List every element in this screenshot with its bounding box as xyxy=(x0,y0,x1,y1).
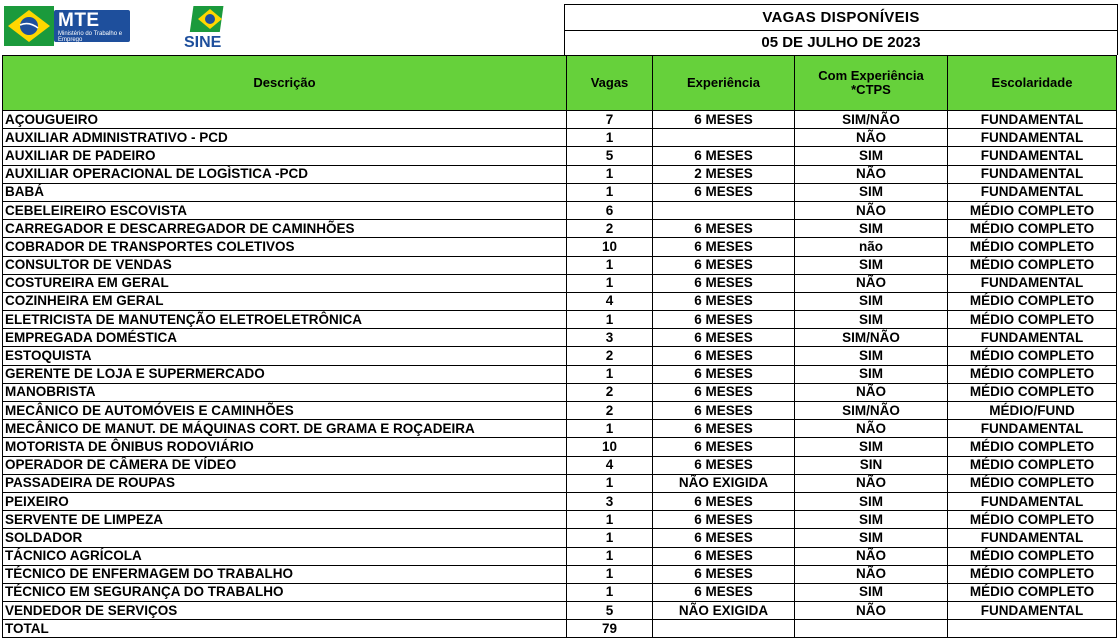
cell-experiencia: 6 MESES xyxy=(653,274,795,292)
cell-descricao: MECÂNICO DE AUTOMÓVEIS E CAMINHÕES xyxy=(3,402,567,420)
cell-vagas: 1 xyxy=(567,583,653,601)
cell-ctps: SIM xyxy=(795,220,948,238)
cell-ctps: SIM/NÃO xyxy=(795,402,948,420)
cell-vagas: 10 xyxy=(567,438,653,456)
col-ctps-line1: Com Experiência xyxy=(818,68,924,83)
table-row xyxy=(3,165,1117,183)
cell-experiencia: 6 MESES xyxy=(653,292,795,310)
cell-escolaridade: MÉDIO COMPLETO xyxy=(948,220,1117,238)
cell-vagas: 1 xyxy=(567,311,653,329)
cell-descricao: TÉCNICO EM SEGURANÇA DO TRABALHO xyxy=(3,583,567,601)
cell-escolaridade: MÉDIO COMPLETO xyxy=(948,238,1117,256)
cell-ctps: SIM xyxy=(795,529,948,547)
total-row xyxy=(3,620,1117,638)
table-row xyxy=(3,511,1117,529)
sine-logo-name: SINE xyxy=(184,34,222,51)
vagas-table xyxy=(2,55,1117,638)
cell-vagas: 1 xyxy=(567,129,653,147)
cell-escolaridade: MÉDIO COMPLETO xyxy=(948,383,1117,401)
table-row xyxy=(3,238,1117,256)
cell-experiencia: 6 MESES xyxy=(653,492,795,510)
cell-experiencia: 6 MESES xyxy=(653,147,795,165)
page-date: 05 DE JULHO DE 2023 xyxy=(761,34,921,51)
brazil-flag-icon xyxy=(4,4,56,48)
table-row xyxy=(3,438,1117,456)
table-row xyxy=(3,402,1117,420)
cell-descricao: TÁCNICO AGRÍCOLA xyxy=(3,547,567,565)
table-row xyxy=(3,311,1117,329)
cell-ctps: SIM xyxy=(795,347,948,365)
cell-vagas: 10 xyxy=(567,238,653,256)
cell-vagas: 1 xyxy=(567,365,653,383)
cell-experiencia: 6 MESES xyxy=(653,511,795,529)
table-row xyxy=(3,547,1117,565)
cell-experiencia: 6 MESES xyxy=(653,365,795,383)
cell-ctps: NÃO xyxy=(795,165,948,183)
cell-vagas: 3 xyxy=(567,492,653,510)
cell-descricao: ELETRICISTA DE MANUTENÇÃO ELETROELETRÔNICA xyxy=(3,311,567,329)
cell-vagas: 1 xyxy=(567,420,653,438)
cell-vagas: 1 xyxy=(567,511,653,529)
cell-experiencia: 6 MESES xyxy=(653,183,795,201)
cell-ctps: NÃO xyxy=(795,474,948,492)
cell-descricao: AÇOUGUEIRO xyxy=(3,111,567,129)
cell-descricao: COSTUREIRA EM GERAL xyxy=(3,274,567,292)
cell-escolaridade: MÉDIO COMPLETO xyxy=(948,438,1117,456)
cell-escolaridade: FUNDAMENTAL xyxy=(948,420,1117,438)
cell-escolaridade: MÉDIO COMPLETO xyxy=(948,256,1117,274)
cell-experiencia: 6 MESES xyxy=(653,456,795,474)
cell-vagas: 1 xyxy=(567,165,653,183)
table-row xyxy=(3,347,1117,365)
cell-ctps: NÃO xyxy=(795,565,948,583)
table-row xyxy=(3,492,1117,510)
cell-descricao: AUXILIAR ADMINISTRATIVO - PCD xyxy=(3,129,567,147)
mte-logo-name: MTE xyxy=(58,10,100,31)
cell-escolaridade: MÉDIO/FUND xyxy=(948,402,1117,420)
table-row xyxy=(3,111,1117,129)
table-row xyxy=(3,583,1117,601)
cell-experiencia: 6 MESES xyxy=(653,347,795,365)
total-vagas: 79 xyxy=(567,620,653,638)
cell-experiencia: 6 MESES xyxy=(653,420,795,438)
total-empty-exp xyxy=(653,620,795,638)
cell-escolaridade: FUNDAMENTAL xyxy=(948,111,1117,129)
cell-experiencia: 6 MESES xyxy=(653,383,795,401)
cell-descricao: SERVENTE DE LIMPEZA xyxy=(3,511,567,529)
cell-vagas: 5 xyxy=(567,602,653,620)
cell-ctps: não xyxy=(795,238,948,256)
cell-ctps: NÃO xyxy=(795,201,948,219)
cell-descricao: COZINHEIRA EM GERAL xyxy=(3,292,567,310)
mte-logo-subtitle: Ministério do Trabalho e Emprego xyxy=(58,31,123,43)
cell-escolaridade: MÉDIO COMPLETO xyxy=(948,311,1117,329)
cell-vagas: 4 xyxy=(567,292,653,310)
cell-escolaridade: FUNDAMENTAL xyxy=(948,492,1117,510)
table-row xyxy=(3,183,1117,201)
cell-escolaridade: FUNDAMENTAL xyxy=(948,602,1117,620)
cell-experiencia: 6 MESES xyxy=(653,529,795,547)
cell-experiencia: 6 MESES xyxy=(653,438,795,456)
cell-descricao: MECÂNICO DE MANUT. DE MÁQUINAS CORT. DE GRAMA E ROÇADEIRA xyxy=(3,420,567,438)
cell-descricao: CARREGADOR E DESCARREGADOR DE CAMINHÕES xyxy=(3,220,567,238)
cell-experiencia: NÃO EXIGIDA xyxy=(653,602,795,620)
cell-experiencia: 2 MESES xyxy=(653,165,795,183)
col-escolaridade: Escolaridade xyxy=(948,56,1117,111)
col-vagas: Vagas xyxy=(567,56,653,111)
cell-escolaridade: MÉDIO COMPLETO xyxy=(948,583,1117,601)
cell-descricao: SOLDADOR xyxy=(3,529,567,547)
cell-ctps: NÃO xyxy=(795,129,948,147)
cell-descricao: COBRADOR DE TRANSPORTES COLETIVOS xyxy=(3,238,567,256)
cell-experiencia: 6 MESES xyxy=(653,220,795,238)
mte-logo xyxy=(4,4,130,48)
cell-escolaridade: FUNDAMENTAL xyxy=(948,129,1117,147)
page-header xyxy=(0,0,1120,56)
cell-vagas: 1 xyxy=(567,274,653,292)
cell-experiencia: 6 MESES xyxy=(653,238,795,256)
cell-vagas: 2 xyxy=(567,383,653,401)
cell-ctps: SIM/NÃO xyxy=(795,111,948,129)
table-row xyxy=(3,220,1117,238)
cell-escolaridade: MÉDIO COMPLETO xyxy=(948,474,1117,492)
table-row xyxy=(3,602,1117,620)
cell-experiencia: 6 MESES xyxy=(653,111,795,129)
cell-vagas: 3 xyxy=(567,329,653,347)
table-row xyxy=(3,565,1117,583)
cell-descricao: MANOBRISTA xyxy=(3,383,567,401)
col-experiencia: Experiência xyxy=(653,56,795,111)
table-row xyxy=(3,274,1117,292)
table-row xyxy=(3,529,1117,547)
total-empty-esc xyxy=(948,620,1117,638)
cell-descricao: GERENTE DE LOJA E SUPERMERCADO xyxy=(3,365,567,383)
cell-ctps: SIM xyxy=(795,438,948,456)
cell-escolaridade: FUNDAMENTAL xyxy=(948,529,1117,547)
cell-descricao: AUXILIAR OPERACIONAL DE LOGÌSTICA -PCD xyxy=(3,165,567,183)
table-row xyxy=(3,201,1117,219)
cell-experiencia: 6 MESES xyxy=(653,329,795,347)
cell-experiencia xyxy=(653,129,795,147)
cell-ctps: NÃO xyxy=(795,420,948,438)
cell-escolaridade: FUNDAMENTAL xyxy=(948,147,1117,165)
title-box xyxy=(564,4,1118,55)
table-row xyxy=(3,383,1117,401)
table-row xyxy=(3,420,1117,438)
cell-escolaridade: MÉDIO COMPLETO xyxy=(948,511,1117,529)
cell-escolaridade: FUNDAMENTAL xyxy=(948,165,1117,183)
table-row xyxy=(3,292,1117,310)
cell-descricao: CONSULTOR DE VENDAS xyxy=(3,256,567,274)
cell-ctps: SIM xyxy=(795,365,948,383)
table-row xyxy=(3,329,1117,347)
page-title: VAGAS DISPONÍVEIS xyxy=(565,5,1117,31)
table-header-row xyxy=(3,56,1117,111)
cell-experiencia: 6 MESES xyxy=(653,311,795,329)
cell-ctps: SIM xyxy=(795,492,948,510)
total-empty-ctps xyxy=(795,620,948,638)
cell-ctps: SIM/NÃO xyxy=(795,329,948,347)
cell-ctps: SIN xyxy=(795,456,948,474)
cell-escolaridade: FUNDAMENTAL xyxy=(948,329,1117,347)
cell-ctps: NÃO xyxy=(795,274,948,292)
cell-vagas: 2 xyxy=(567,220,653,238)
col-descricao: Descrição xyxy=(3,56,567,111)
cell-vagas: 1 xyxy=(567,547,653,565)
cell-vagas: 1 xyxy=(567,183,653,201)
table-body xyxy=(3,111,1117,620)
cell-vagas: 7 xyxy=(567,111,653,129)
cell-descricao: CEBELEIREIRO ESCOVISTA xyxy=(3,201,567,219)
cell-descricao: ESTOQUISTA xyxy=(3,347,567,365)
cell-vagas: 1 xyxy=(567,565,653,583)
cell-ctps: SIM xyxy=(795,311,948,329)
cell-experiencia: NÃO EXIGIDA xyxy=(653,474,795,492)
cell-experiencia: 6 MESES xyxy=(653,256,795,274)
cell-descricao: BABÁ xyxy=(3,183,567,201)
table-row xyxy=(3,365,1117,383)
cell-ctps: NÃO xyxy=(795,383,948,401)
logos-area xyxy=(0,0,564,56)
cell-experiencia: 6 MESES xyxy=(653,402,795,420)
cell-vagas: 2 xyxy=(567,402,653,420)
cell-descricao: TÉCNICO DE ENFERMAGEM DO TRABALHO xyxy=(3,565,567,583)
cell-escolaridade: FUNDAMENTAL xyxy=(948,274,1117,292)
cell-ctps: SIM xyxy=(795,147,948,165)
cell-ctps: SIM xyxy=(795,256,948,274)
cell-experiencia: 6 MESES xyxy=(653,583,795,601)
cell-escolaridade: MÉDIO COMPLETO xyxy=(948,347,1117,365)
table-row xyxy=(3,129,1117,147)
cell-vagas: 1 xyxy=(567,256,653,274)
cell-vagas: 5 xyxy=(567,147,653,165)
cell-escolaridade: MÉDIO COMPLETO xyxy=(948,565,1117,583)
sine-flag-icon xyxy=(180,2,236,36)
col-ctps xyxy=(795,56,948,111)
table-row xyxy=(3,256,1117,274)
cell-descricao: PEIXEIRO xyxy=(3,492,567,510)
cell-escolaridade: MÉDIO COMPLETO xyxy=(948,201,1117,219)
cell-escolaridade: MÉDIO COMPLETO xyxy=(948,292,1117,310)
cell-experiencia: 6 MESES xyxy=(653,565,795,583)
cell-ctps: SIM xyxy=(795,292,948,310)
cell-escolaridade: MÉDIO COMPLETO xyxy=(948,456,1117,474)
cell-descricao: PASSADEIRA DE ROUPAS xyxy=(3,474,567,492)
cell-escolaridade: FUNDAMENTAL xyxy=(948,183,1117,201)
cell-descricao: EMPREGADA DOMÉSTICA xyxy=(3,329,567,347)
table-row xyxy=(3,147,1117,165)
cell-experiencia xyxy=(653,201,795,219)
cell-ctps: SIM xyxy=(795,183,948,201)
table-row xyxy=(3,456,1117,474)
cell-vagas: 6 xyxy=(567,201,653,219)
cell-escolaridade: MÉDIO COMPLETO xyxy=(948,365,1117,383)
cell-descricao: OPERADOR DE CÂMERA DE VÍDEO xyxy=(3,456,567,474)
cell-descricao: MOTORISTA DE ÔNIBUS RODOVIÁRIO xyxy=(3,438,567,456)
cell-descricao: VENDEDOR DE SERVIÇOS xyxy=(3,602,567,620)
cell-ctps: NÃO xyxy=(795,547,948,565)
cell-vagas: 1 xyxy=(567,474,653,492)
cell-ctps: NÃO xyxy=(795,602,948,620)
cell-descricao: AUXILIAR DE PADEIRO xyxy=(3,147,567,165)
cell-ctps: SIM xyxy=(795,511,948,529)
cell-ctps: SIM xyxy=(795,583,948,601)
table-row xyxy=(3,474,1117,492)
cell-experiencia: 6 MESES xyxy=(653,547,795,565)
cell-vagas: 1 xyxy=(567,529,653,547)
cell-vagas: 4 xyxy=(567,456,653,474)
cell-vagas: 2 xyxy=(567,347,653,365)
col-ctps-line2: *CTPS xyxy=(851,82,891,97)
total-label: TOTAL xyxy=(3,620,567,638)
sine-logo xyxy=(180,2,236,54)
cell-escolaridade: MÉDIO COMPLETO xyxy=(948,547,1117,565)
